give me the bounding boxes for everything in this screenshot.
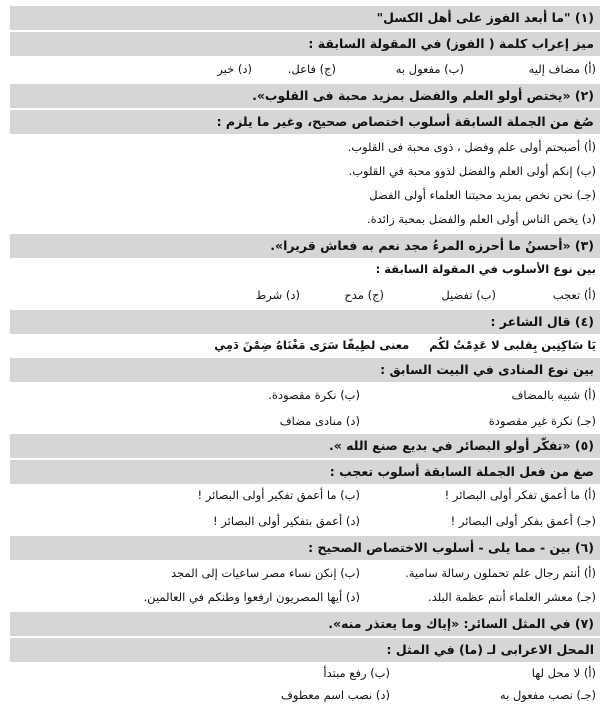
q1-option-c[interactable]: (ج) فاعل. bbox=[287, 62, 336, 77]
q7-option-c[interactable]: (جـ) نصب مفعول به bbox=[499, 688, 596, 703]
q3-option-b[interactable]: (ب) تفضيل bbox=[441, 288, 496, 303]
q7-option-d[interactable]: (د) نصب اسم معطوف bbox=[280, 688, 390, 703]
q4-prompt: بين نوع المنادى في البيت السابق : bbox=[10, 358, 600, 382]
q5-options-row1 bbox=[10, 484, 600, 508]
q6-options-row1 bbox=[10, 562, 600, 586]
q1-prompt: ميز إعراب كلمة ( الفوز) في المقولة السابقة : bbox=[10, 32, 600, 56]
q5-header: (٥) «تفكّر أولو البصائر في بديع صنع الله ». bbox=[10, 434, 600, 458]
q6-options-row2 bbox=[10, 586, 600, 610]
q3-option-d[interactable]: (د) شرط bbox=[255, 288, 300, 303]
q7-header: (٧) في المثل السائر: «إياك وما يعتذر منه». bbox=[10, 612, 600, 636]
q6-option-d[interactable]: (د) أيها المصريون ارفعوا وطنكم في العالمين. bbox=[143, 590, 360, 605]
q4-header: (٤) قال الشاعر : bbox=[10, 310, 600, 334]
q3-option-a[interactable]: (أ) تعجب bbox=[552, 288, 596, 303]
q5-option-d[interactable]: (د) أعمق بتفكير أولى البصائر ! bbox=[213, 514, 360, 529]
q6-option-a[interactable]: (أ) أنتم رجال علم تحملون رسالة سامية. bbox=[405, 566, 596, 581]
q2-option-a[interactable]: (أ) أصبحتم أولى علم وفضل ، ذوى محبة فى القلوب. bbox=[347, 140, 596, 155]
q3-header: (٣) «أحسنُ ما أحرزه المرءُ مجد نعم به فعاش قريرا». bbox=[10, 234, 600, 258]
q6-option-b[interactable]: (ب) إنكن نساء مصر ساعيات إلى المجد bbox=[171, 566, 360, 581]
q4-option-c[interactable]: (جـ) نكرة غير مقصودة bbox=[488, 414, 596, 429]
q4-option-a[interactable]: (أ) شبيه بالمضاف bbox=[511, 388, 596, 403]
q7-option-a[interactable]: (أ) لا محل لها bbox=[531, 666, 596, 681]
q1-header: (١) "ما أبعد الفوز على أهل الكسل" bbox=[10, 6, 600, 30]
q2-prompt: صُغ من الجملة السابقة أسلوب اختصاص صحيح، وغير ما يلزم : bbox=[10, 110, 600, 134]
q2-option-c[interactable]: (جـ) نحن نخص بمزيد محبتنا العلماء أولى الفضل bbox=[369, 188, 596, 203]
q7-prompt: المحل الاعرابى لـ (ما) في المثل : bbox=[10, 638, 600, 662]
q2-option-d[interactable]: (د) يخص الناس أولى العلم والفضل بمحبة زائدة. bbox=[367, 212, 596, 227]
q7-option-b[interactable]: (ب) رفع مبتدأ bbox=[323, 666, 390, 681]
q4-option-d[interactable]: (د) منادى مضاف bbox=[279, 414, 360, 429]
q4-verse: يَا سَاكِنِين بِقلبى لا عَدِمْتُ لكُم معنى لطِيفًا سَرَى مَغْنَاهُ ضِمْنَ دَمِي bbox=[214, 338, 596, 353]
q1-options bbox=[10, 58, 600, 82]
q7-options-row2 bbox=[10, 684, 600, 708]
q7-options-row1 bbox=[10, 662, 600, 686]
q3-options bbox=[10, 284, 600, 308]
q5-prompt: صغ من فعل الجملة السابقة أسلوب تعجب : bbox=[10, 460, 600, 484]
q5-option-a[interactable]: (أ) ما أعمق تفكر أولى البصائر ! bbox=[444, 488, 596, 503]
q5-options-row2 bbox=[10, 510, 600, 534]
q3-prompt: بين نوع الأسلوب في المقولة السابقة : bbox=[375, 262, 596, 277]
q4-option-b[interactable]: (ب) نكرة مقصودة. bbox=[268, 388, 360, 403]
q5-option-b[interactable]: (ب) ما أعمق تفكير أولى البصائر ! bbox=[197, 488, 360, 503]
q3-option-c[interactable]: (ج) مدح bbox=[344, 288, 384, 303]
q1-option-a[interactable]: (أ) مضاف إليه bbox=[528, 62, 596, 77]
q2-header: (٢) «يختص أولو العلم والفضل بمزيد محبة فى القلوب». bbox=[10, 84, 600, 108]
q4-options-row2 bbox=[10, 410, 600, 434]
q6-option-c[interactable]: (جـ) معشر العلماء أنتم عظمة البلد. bbox=[428, 590, 596, 605]
q5-option-c[interactable]: (جـ) أعمق بفكر أولى البصائر ! bbox=[450, 514, 596, 529]
q1-option-b[interactable]: (ب) مفعول به bbox=[395, 62, 464, 77]
q2-option-b[interactable]: (ب) إنكم أولى العلم والفضل لذوو محبة في القلوب. bbox=[348, 164, 596, 179]
q4-options-row1 bbox=[10, 384, 600, 408]
q1-option-d[interactable]: (د) خبر bbox=[217, 62, 252, 77]
q6-header: (٦) بين - مما يلى - أسلوب الاختصاص الصحيح : bbox=[10, 536, 600, 560]
